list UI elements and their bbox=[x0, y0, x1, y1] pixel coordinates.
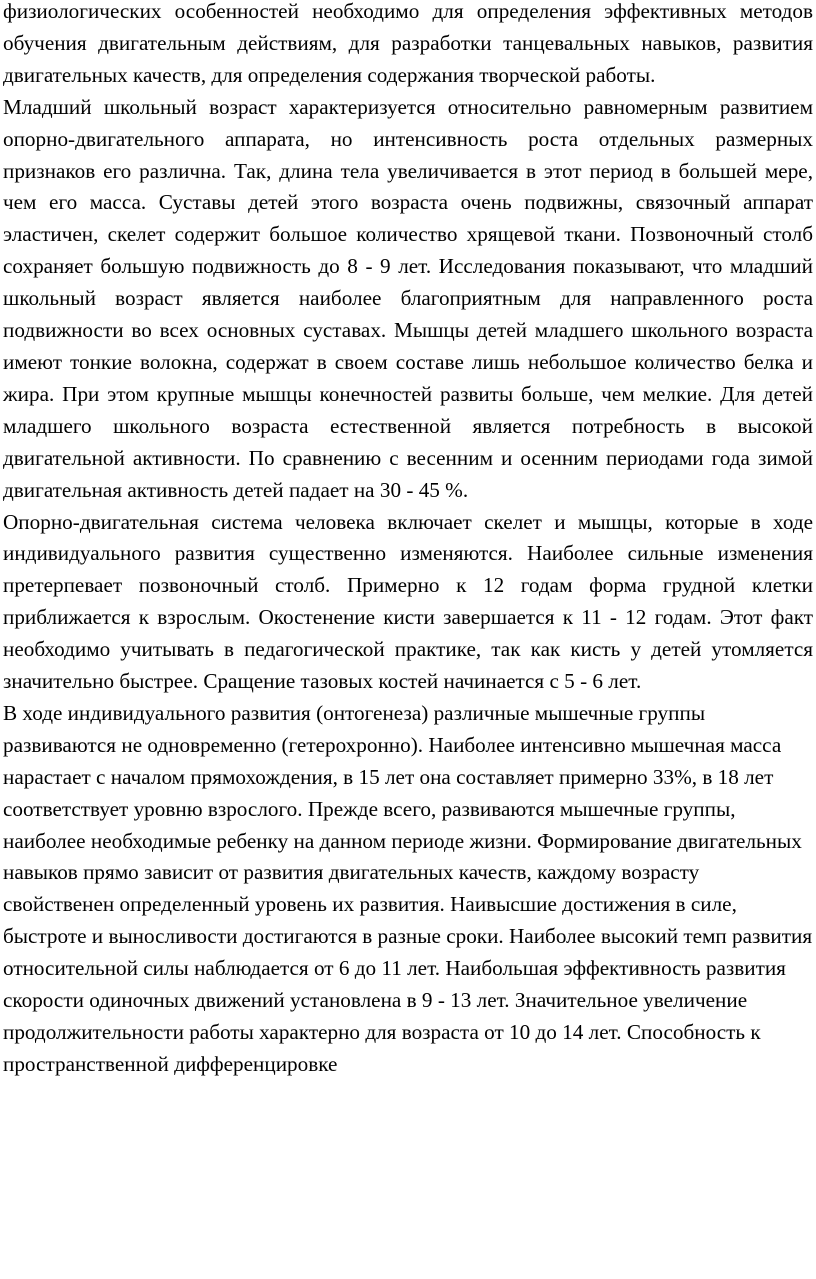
paragraph-1: физиологических особенностей необходимо для определения эффективных методов обучения двигательным действиям, для разработки танцевальных навыков, развития двигательных качеств, для определения содержания творческой работы. bbox=[3, 0, 813, 87]
paragraph-2: Младший школьный возраст характеризуется относительно равномерным развитием опорно-двигательного аппарата, но интенсивность роста отдельных размерных признаков его различна. Так, длина тела увеличивается в этот период в большей мере, чем его масса. Суставы детей этого возраста очень подвижны, связочный аппарат эластичен, скелет содержит большое количество хрящевой ткани. Позвоночный столб сохраняет большую подвижность до 8 - 9 лет. Исследования показывают, что младший школьный возраст является наиболее благоприятным для направленного роста подвижности во всех основных суставах. Мышцы детей младшего школьного возраста имеют тонкие волокна, содержат в своем составе лишь небольшое количество белка и жира. При этом крупные мышцы конечностей развиты больше, чем мелкие. Для детей младшего школьного возраста естественной является потребность в высокой двигательной активности. По сравнению с весенним и осенним периодами года зимой двигательная активность детей падает на 30 - 45 %. bbox=[3, 94, 813, 502]
paragraph-3: Опорно-двигательная система человека включает скелет и мышцы, которые в ходе индивидуального развития существенно изменяются. Наиболее сильные изменения претерпевает позвоночный столб. Примерно к 12 годам форма грудной клетки приближается к взрослым. Окостенение кисти завершается к 11 - 12 годам. Этот факт необходимо учитывать в педагогической практике, так как кисть у детей утомляется значительно быстрее. Сращение тазовых костей начинается с 5 - 6 лет. bbox=[3, 509, 813, 694]
paragraph-4: В ходе индивидуального развития (онтогенеза) различные мышечные группы развиваются не одновременно (гетерохронно). Наиболее интенсивно мышечная масса нарастает с началом прямохождения, в 15 лет она составляет примерно 33%, в 18 лет соответствует уровню взрослого. Прежде всего, развиваются мышечные группы, наиболее необходимые ребенку на данном периоде жизни. Формирование двигательных навыков прямо зависит от развития двигательных качеств, каждому возрасту свойственен определенный уровень их развития. Наивысшие достижения в силе, быстроте и выносливости достигаются в разные сроки. Наиболее высокий темп развития относительной силы наблюдается от 6 до 11 лет. Наибольшая эффективность развития скорости одиночных движений установлена в 9 - 13 лет. Значительное увеличение продолжительности работы характерно для возраста от 10 до 14 лет. Способность к пространственной дифференцировке bbox=[3, 700, 813, 1076]
